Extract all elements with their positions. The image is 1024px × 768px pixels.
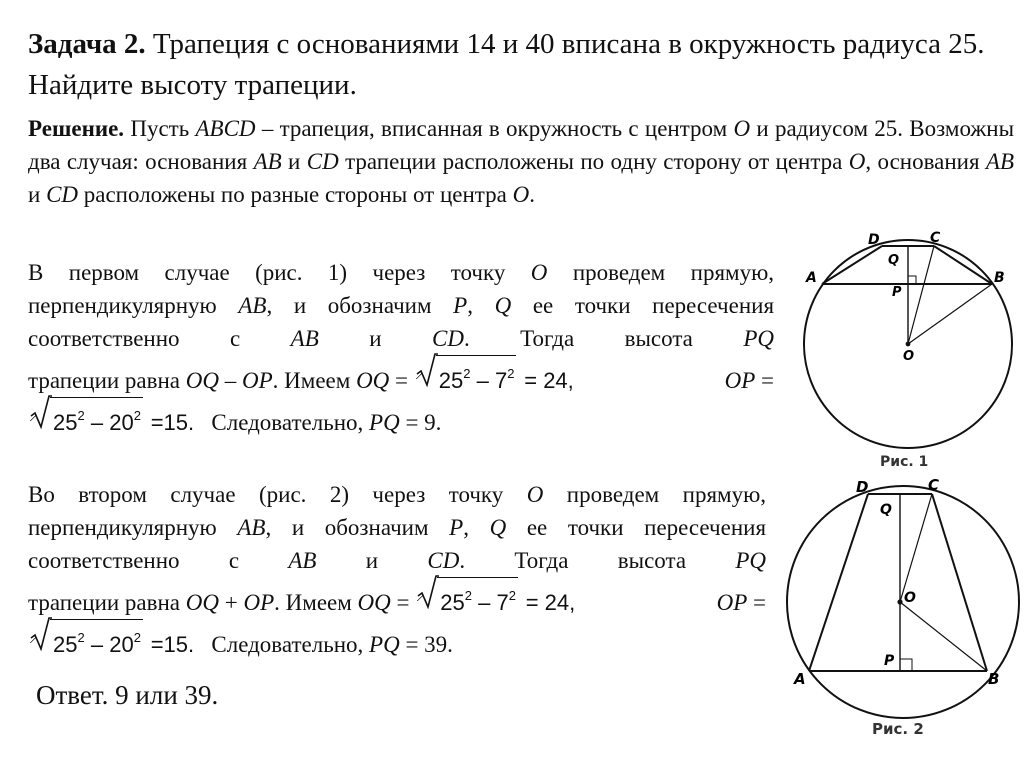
plus-sign: + [224, 590, 238, 615]
radical-icon [416, 353, 438, 387]
radicand [50, 397, 143, 439]
case1-formula-line2 [28, 397, 774, 439]
equals-sign: = [753, 590, 766, 615]
var-op: OP [716, 590, 748, 615]
fig2-label-b: B [988, 670, 1000, 688]
fig1-label-p: P [892, 285, 902, 300]
fig2-label-c: C [928, 476, 940, 494]
var-ab: AB [290, 326, 319, 351]
radicand-value: 20 [109, 632, 134, 657]
radicand-value: 25 [53, 410, 78, 435]
var-op: OP [242, 368, 273, 393]
fig1-caption: Рис. 1 [880, 454, 929, 470]
var-q: Q [489, 515, 507, 540]
var-ab: AB [237, 515, 266, 540]
fig1-radius-oc [908, 246, 934, 344]
var-o: O [512, 182, 530, 207]
solution-text: и радиусом 25. Возможны два случая: основания [28, 116, 1015, 174]
case2-formula-line2 [28, 619, 766, 661]
radicand-value: 25 [438, 368, 464, 393]
case2-text-part: проведем прямую, перпендикулярную [28, 482, 767, 540]
var-abcd: ABCD [195, 116, 256, 141]
fig1-label-q: Q [888, 253, 900, 268]
case1-result: = 9. [405, 410, 442, 435]
solution-text: Пусть [130, 116, 190, 141]
case1-text-part: В первом случае (рис. 1) через точку [28, 260, 506, 285]
var-op: OP [243, 590, 275, 615]
var-oq: OQ [357, 590, 391, 615]
case2-paragraph [28, 478, 766, 661]
figure-1 [796, 226, 1020, 476]
fig2-label-o: O [904, 590, 916, 606]
var-cd: CD [431, 326, 464, 351]
var-cd: CD [306, 149, 339, 174]
solution-text: , основания [865, 149, 980, 174]
fig2-side-bc [932, 494, 987, 671]
radicand [437, 577, 518, 619]
solution-label: Решение. [28, 116, 125, 141]
result-oq: = 24, [524, 368, 574, 393]
problem-text: Трапеция с основаниями 14 и 40 вписана в окружность радиуса 25. Найдите высоту трапеции. [28, 28, 985, 101]
sqrt-op [30, 619, 143, 661]
fig2-center-point [897, 599, 902, 604]
exponent: 2 [507, 366, 515, 381]
radicand [50, 619, 143, 661]
fig1-label-c: C [930, 230, 941, 246]
minus-sign: – [476, 368, 489, 393]
problem-statement [28, 24, 1008, 106]
case2-formula-right [717, 586, 766, 619]
radical-icon [30, 617, 52, 651]
radicand-value: 7 [495, 368, 508, 393]
equals-sign: = [761, 368, 774, 393]
minus-sign: – [478, 590, 491, 615]
minus-sign: – [90, 410, 104, 435]
sqrt-op [30, 397, 143, 439]
fig1-label-a: A [806, 270, 817, 286]
var-pq: PQ [369, 410, 400, 435]
fig2-radius-oc [900, 494, 932, 602]
exponent: 2 [463, 366, 471, 381]
var-o: O [733, 116, 751, 141]
var-op: OP [724, 368, 756, 393]
solution-intro [28, 112, 1014, 211]
case2-text-part: и [365, 548, 379, 573]
fig2-radius-ob [900, 602, 987, 671]
exponent: 2 [77, 408, 85, 423]
var-pq: PQ [735, 548, 767, 573]
problem-label: Задача 2. [28, 28, 146, 60]
fig2-right-angle [900, 659, 912, 671]
var-pq: PQ [369, 632, 400, 657]
solution-text: расположены по разные стороны от центра [83, 182, 507, 207]
fig2-caption: Рис. 2 [872, 720, 924, 738]
var-p: P [453, 293, 468, 318]
var-o: O [526, 482, 544, 507]
radical-icon [417, 575, 439, 609]
case1-formula-line [28, 355, 774, 397]
var-o: O [530, 260, 548, 285]
case2-text-part: , [463, 515, 469, 540]
exponent: 2 [464, 588, 472, 603]
radicand-value: 25 [440, 590, 465, 615]
radicand [436, 355, 517, 397]
exponent: 2 [133, 630, 141, 645]
equals-sign: = [396, 590, 410, 615]
case2-text-part: . Имеем [274, 590, 352, 615]
radical-icon [30, 395, 52, 429]
fig1-label-b: B [994, 270, 1005, 286]
sqrt-oq [417, 577, 518, 619]
result-oq: = 24, [525, 590, 576, 615]
var-cd: CD [427, 548, 460, 573]
case1-text-part: и [369, 326, 382, 351]
minus-sign: – [224, 368, 237, 393]
case1-text-part: . Имеем [272, 368, 351, 393]
fig1-side-bc [934, 246, 992, 284]
var-o: O [848, 149, 866, 174]
case2-formula-left [28, 577, 575, 619]
case2-text-part: . Тогда высота [459, 548, 687, 573]
case2-text-part: трапеции равна [28, 590, 181, 615]
sqrt-oq [416, 355, 517, 397]
var-ab: AB [238, 293, 267, 318]
case1-formula-right [725, 364, 774, 397]
case2-text-part: Во втором случае (рис. 2) через точку [28, 482, 504, 507]
radicand-value: 7 [496, 590, 509, 615]
solution-text: – трапеция, вписанная в окружность с центром [261, 116, 728, 141]
radicand-value: 20 [109, 410, 134, 435]
case1-text-part: трапеции равна [28, 368, 181, 393]
case1-formula-left [28, 355, 574, 397]
fig2-label-q: Q [880, 502, 892, 518]
case1-text-part: , [467, 293, 473, 318]
case1-text-part: Следовательно, [211, 410, 364, 435]
exponent: 2 [133, 408, 141, 423]
var-q: Q [494, 293, 512, 318]
var-oq: OQ [185, 590, 219, 615]
case1-text [28, 256, 774, 355]
var-oq: OQ [356, 368, 390, 393]
case2-text-part: , и обозначим [265, 515, 429, 540]
minus-sign: – [90, 632, 104, 657]
case2-text-part: ее точки пересечения соответственно с [28, 515, 767, 573]
case1-text-part: ее точки пересечения соответственно с [28, 293, 775, 351]
case1-paragraph [28, 256, 774, 439]
fig1-radius-ob [908, 284, 992, 344]
var-cd: CD [46, 182, 79, 207]
var-ab: AB [288, 548, 317, 573]
radicand-value: 25 [53, 632, 78, 657]
fig2-label-d: D [856, 478, 869, 496]
case2-formula-line [28, 577, 766, 619]
result-op: =15. [150, 632, 195, 657]
case1-text-part: . Тогда высота [463, 326, 693, 351]
fig1-label-d: D [868, 232, 880, 248]
fig2-label-p: P [884, 653, 895, 669]
solution-text: . [529, 182, 535, 207]
fig1-label-o: O [903, 349, 915, 364]
case2-text-part: Следовательно, [211, 632, 364, 657]
figure-2 [780, 470, 1024, 742]
case1-text-part: , и обозначим [266, 293, 432, 318]
equals-sign: = [395, 368, 409, 393]
solution-text: и [28, 182, 41, 207]
exponent: 2 [508, 588, 516, 603]
fig1-right-angle [908, 276, 916, 284]
fig2-circle [787, 486, 1019, 718]
exponent: 2 [77, 630, 85, 645]
case2-text [28, 478, 766, 577]
case1-text-part: проведем прямую, перпендикулярную [28, 260, 775, 318]
case2-result: = 39. [405, 632, 453, 657]
var-oq: OQ [185, 368, 219, 393]
fig1-side-ad [822, 246, 882, 284]
var-ab: AB [985, 149, 1015, 174]
solution-text: и [288, 149, 301, 174]
solution-text: трапеции расположены по одну сторону от центра [345, 149, 843, 174]
fig1-center-point [906, 342, 911, 347]
result-op: =15. [150, 410, 195, 435]
var-pq: PQ [743, 326, 774, 351]
var-ab: AB [253, 149, 282, 174]
fig2-side-ad [809, 494, 868, 671]
var-p: P [449, 515, 464, 540]
fig2-label-a: A [794, 670, 806, 688]
answer: Ответ. 9 или 39. [36, 680, 219, 710]
